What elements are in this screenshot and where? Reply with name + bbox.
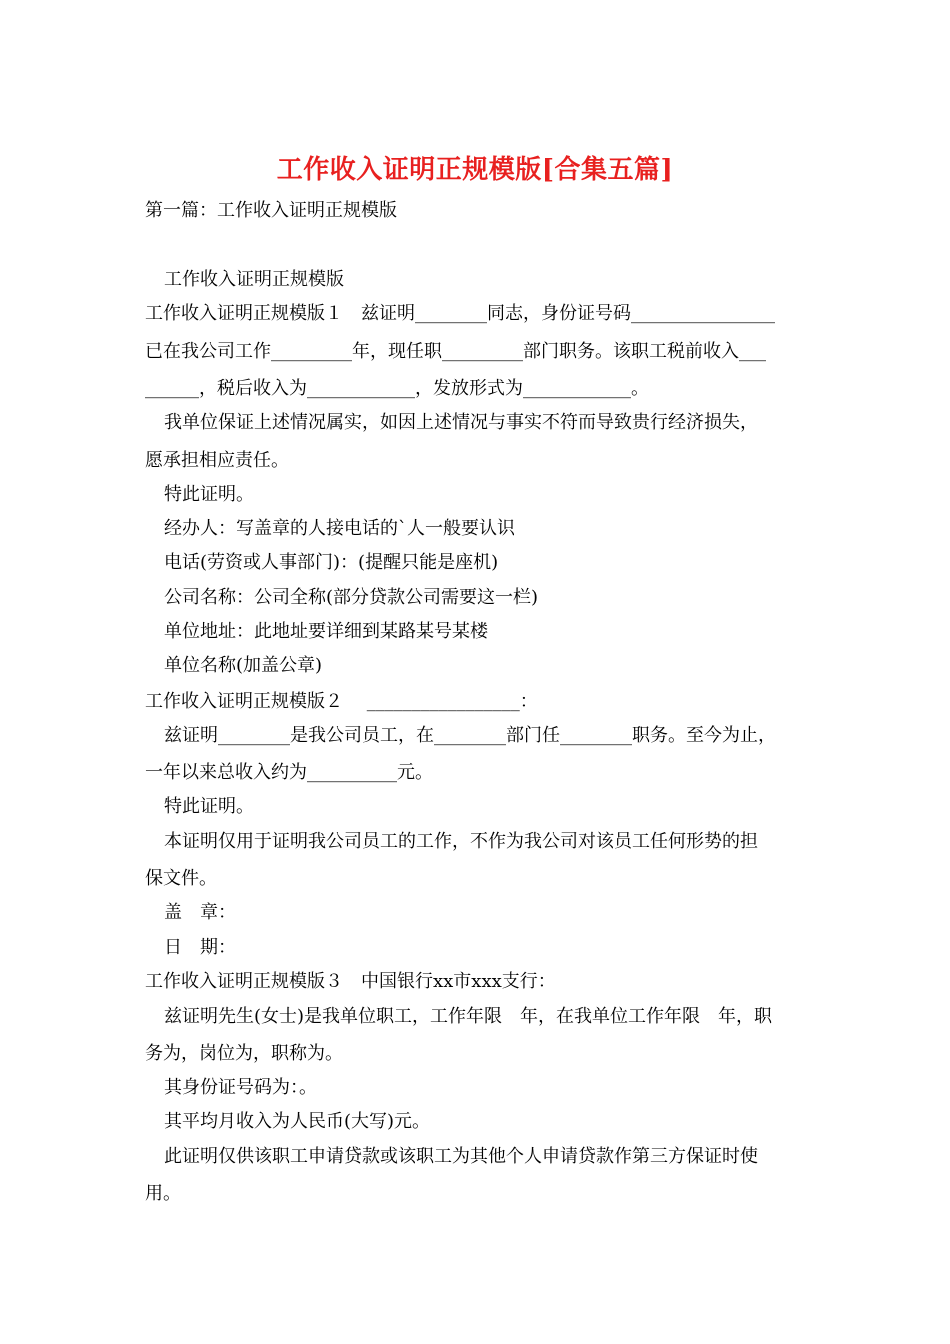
paragraph-line: ______，税后收入为____________，发放形式为____________。 — [145, 378, 649, 399]
paragraph-line: 一年以来总收入约为__________元。 — [145, 762, 433, 783]
paragraph-line: 此证明仅供该职工申请贷款或该职工为其他个人申请贷款作第三方保证时使 — [164, 1146, 758, 1167]
paragraph-line: 工作收入证明正规模版３ 中国银行xx市xxx支行： — [145, 971, 556, 992]
subheading: 工作收入证明正规模版 — [164, 269, 344, 290]
paragraph-line: 公司名称：公司全称(部分贷款公司需要这一栏) — [164, 587, 539, 608]
paragraph-line: 兹证明________是我公司员工，在________部门任________职务。至今为止， — [164, 725, 776, 746]
paragraph-line: 本证明仅用于证明我公司员工的工作，不作为我公司对该员工任何形势的担 — [164, 831, 758, 852]
paragraph-line: 特此证明。 — [164, 484, 254, 505]
paragraph-line: 兹证明先生(女士)是我单位职工，工作年限 年，在我单位工作年限 年，职 — [164, 1006, 773, 1027]
paragraph-line: 用。 — [145, 1183, 181, 1204]
paragraph-line: 特此证明。 — [164, 796, 254, 817]
document-title: 工作收入证明正规模版[合集五篇] — [276, 155, 674, 185]
paragraph-line: 工作收入证明正规模版１ 兹证明________同志，身份证号码________________ — [145, 303, 775, 324]
paragraph-line: 经办人：写盖章的人接电话的`人一般要认识 — [164, 518, 515, 539]
paragraph-line: 盖 章： — [164, 902, 236, 923]
paragraph-line: 日 期： — [164, 937, 236, 958]
paragraph-line: 其身份证号码为：。 — [164, 1077, 317, 1098]
paragraph-line: 电话(劳资或人事部门)：(提醒只能是座机) — [164, 552, 499, 573]
paragraph-line: 其平均月收入为人民币(大写)元。 — [164, 1111, 431, 1132]
paragraph-line: 单位地址：此地址要详细到某路某号某楼 — [164, 621, 488, 642]
paragraph-line: 单位名称(加盖公章) — [164, 655, 323, 676]
paragraph-line: 务为，岗位为，职称为。 — [145, 1043, 343, 1064]
paragraph-line: 愿承担相应责任。 — [145, 450, 289, 471]
section-heading: 第一篇：工作收入证明正规模版 — [145, 200, 397, 221]
paragraph-line: 我单位保证上述情况属实，如因上述情况与事实不符而导致贵行经济损失， — [164, 412, 758, 433]
paragraph-line: 工作收入证明正规模版２ _________________： — [145, 691, 538, 712]
paragraph-line: 已在我公司工作_________年，现任职_________部门职务。该职工税前收入___ — [145, 341, 766, 362]
paragraph-line: 保文件。 — [145, 868, 217, 889]
